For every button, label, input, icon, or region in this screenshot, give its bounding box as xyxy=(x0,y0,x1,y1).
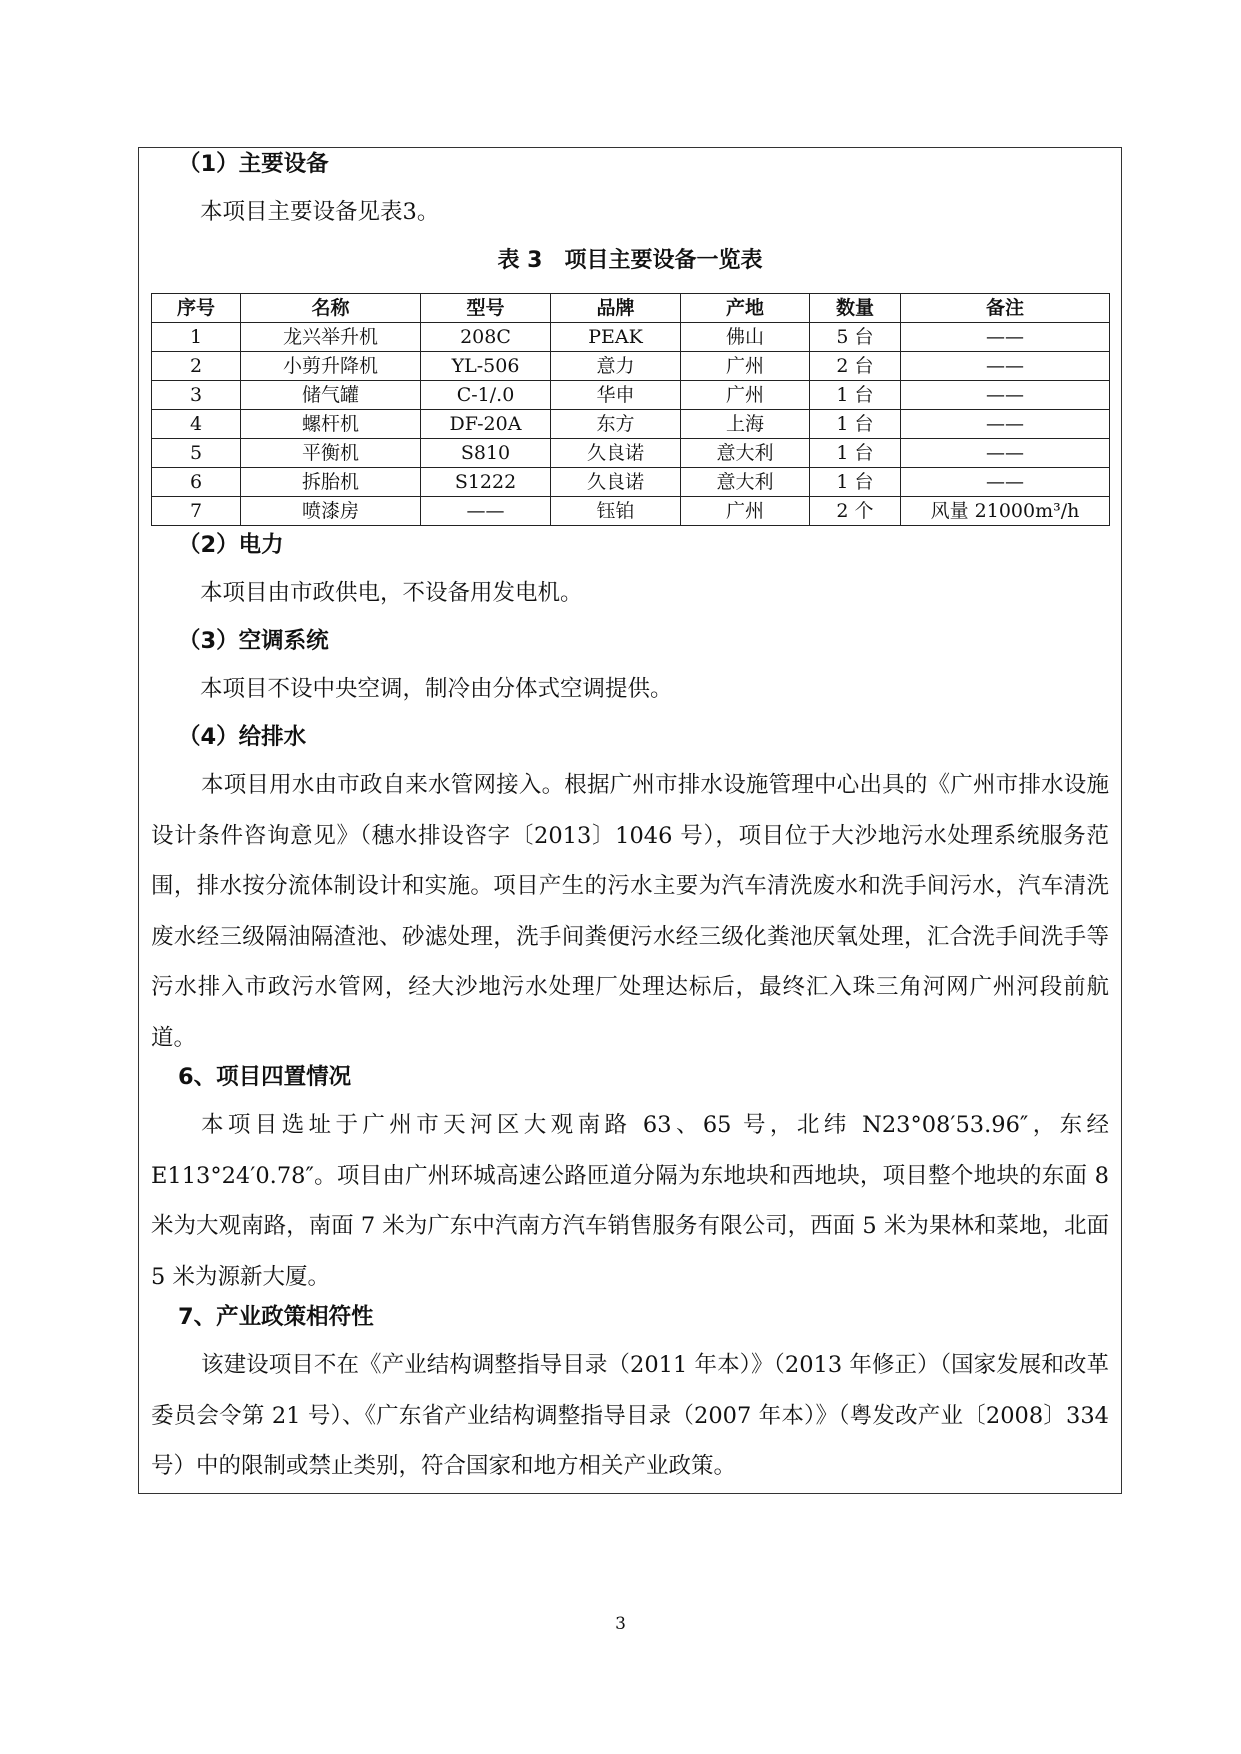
table-cell: —— xyxy=(421,497,551,526)
equipment-intro: 本项目主要设备见表3。 xyxy=(200,199,440,225)
table-cell: 5 台 xyxy=(810,323,901,352)
location-paragraph: 本项目选址于广州市天河区大观南路 63、65 号，北纬 N23°08′53.96″，东经 E113°24′0.78″。项目由广州环城高速公路匝道分隔为东地块和西地块，项目整个地块的东面 8 米为大观南路，南面 7 米为广东中汽南方汽车销售服务有限公司，西面 5 米为果林和菜地，北面 5 米为源新大厦。 xyxy=(151,1112,1109,1290)
table-row xyxy=(152,323,1110,352)
page-number: 3 xyxy=(615,1614,626,1634)
table-cell: 华申 xyxy=(551,381,681,410)
table-cell: 久良诺 xyxy=(551,468,681,497)
column-header: 数量 xyxy=(810,294,901,323)
table-cell: 广州 xyxy=(681,352,810,381)
table-cell: 1 台 xyxy=(810,381,901,410)
table-cell: 意大利 xyxy=(681,439,810,468)
table-cell: 4 xyxy=(152,410,241,439)
heading-air-conditioning: （3）空调系统 xyxy=(178,628,329,654)
table-cell: —— xyxy=(901,381,1110,410)
table-cell: 2 个 xyxy=(810,497,901,526)
column-header: 产地 xyxy=(681,294,810,323)
table-cell: —— xyxy=(901,352,1110,381)
table-cell: C-1/.0 xyxy=(421,381,551,410)
table-cell: 1 台 xyxy=(810,439,901,468)
table-cell: 2 xyxy=(152,352,241,381)
power-text: 本项目由市政供电，不设备用发电机。 xyxy=(200,580,583,606)
table-cell: 螺杆机 xyxy=(241,410,421,439)
column-header: 序号 xyxy=(152,294,241,323)
table-cell: 拆胎机 xyxy=(241,468,421,497)
table-cell: 上海 xyxy=(681,410,810,439)
table-cell: 意力 xyxy=(551,352,681,381)
table-cell: 5 xyxy=(152,439,241,468)
table-cell: DF-20A xyxy=(421,410,551,439)
column-header: 型号 xyxy=(421,294,551,323)
column-header: 名称 xyxy=(241,294,421,323)
table-cell: 钰铂 xyxy=(551,497,681,526)
table-cell: —— xyxy=(901,323,1110,352)
table-cell: 储气罐 xyxy=(241,381,421,410)
table-cell: 意大利 xyxy=(681,468,810,497)
table-cell: S810 xyxy=(421,439,551,468)
policy-paragraph: 该建设项目不在《产业结构调整指导目录（2011 年本）》（2013 年修正）（国家发展和改革委员会令第 21 号）、《广东省产业结构调整指导目录（2007 年本）》（粤发改产业〔2008〕334 号）中的限制或禁止类别，符合国家和地方相关产业政策。 xyxy=(151,1352,1109,1479)
table-cell: 1 台 xyxy=(810,410,901,439)
table-row xyxy=(152,381,1110,410)
table-cell: 佛山 xyxy=(681,323,810,352)
table-cell: 3 xyxy=(152,381,241,410)
table-cell: —— xyxy=(901,439,1110,468)
table-cell: PEAK xyxy=(551,323,681,352)
water-paragraph: 本项目用水由市政自来水管网接入。根据广州市排水设施管理中心出具的《广州市排水设施设计条件咨询意见》（穗水排设咨字〔2013〕1046 号），项目位于大沙地污水处理系统服务范围，排水按分流体制设计和实施。项目产生的污水主要为汽车清洗废水和洗手间污水，汽车清洗废水经三级隔油隔渣池、砂滤处理，洗手间粪便污水经三级化粪池厌氧处理，汇合洗手间洗手等污水排入市政污水管网，经大沙地污水处理厂处理达标后，最终汇入珠三角河网广州河段前航道。 xyxy=(151,772,1109,1051)
table-cell: —— xyxy=(901,468,1110,497)
table-cell: 龙兴举升机 xyxy=(241,323,421,352)
air-conditioning-text: 本项目不设中央空调，制冷由分体式空调提供。 xyxy=(200,676,673,702)
heading-location: 6、项目四置情况 xyxy=(178,1064,352,1090)
table-cell: 广州 xyxy=(681,497,810,526)
table-row xyxy=(152,410,1110,439)
table-cell: S1222 xyxy=(421,468,551,497)
table-row xyxy=(152,497,1110,526)
table-cell: 1 xyxy=(152,323,241,352)
column-header: 品牌 xyxy=(551,294,681,323)
table-cell: 1 台 xyxy=(810,468,901,497)
table-caption: 表 3 项目主要设备一览表 xyxy=(497,248,763,273)
table-cell: 6 xyxy=(152,468,241,497)
heading-industrial-policy: 7、产业政策相符性 xyxy=(178,1304,374,1330)
table-row xyxy=(152,468,1110,497)
table-cell: —— xyxy=(901,410,1110,439)
table-cell: 208C xyxy=(421,323,551,352)
table-cell: 2 台 xyxy=(810,352,901,381)
column-header: 备注 xyxy=(901,294,1110,323)
table-cell: 久良诺 xyxy=(551,439,681,468)
table-cell: 广州 xyxy=(681,381,810,410)
table-cell: 喷漆房 xyxy=(241,497,421,526)
table-cell: 风量 21000m³/h xyxy=(901,497,1110,526)
equipment-table xyxy=(151,293,1110,526)
table-cell: 小剪升降机 xyxy=(241,352,421,381)
table-cell: YL-506 xyxy=(421,352,551,381)
table-row xyxy=(152,352,1110,381)
table-row xyxy=(152,439,1110,468)
heading-water: （4）给排水 xyxy=(178,724,307,750)
table-cell: 东方 xyxy=(551,410,681,439)
heading-power: （2）电力 xyxy=(178,532,284,558)
table-cell: 7 xyxy=(152,497,241,526)
heading-main-equipment: （1）主要设备 xyxy=(178,151,329,177)
table-header-row xyxy=(152,294,1110,323)
table-cell: 平衡机 xyxy=(241,439,421,468)
